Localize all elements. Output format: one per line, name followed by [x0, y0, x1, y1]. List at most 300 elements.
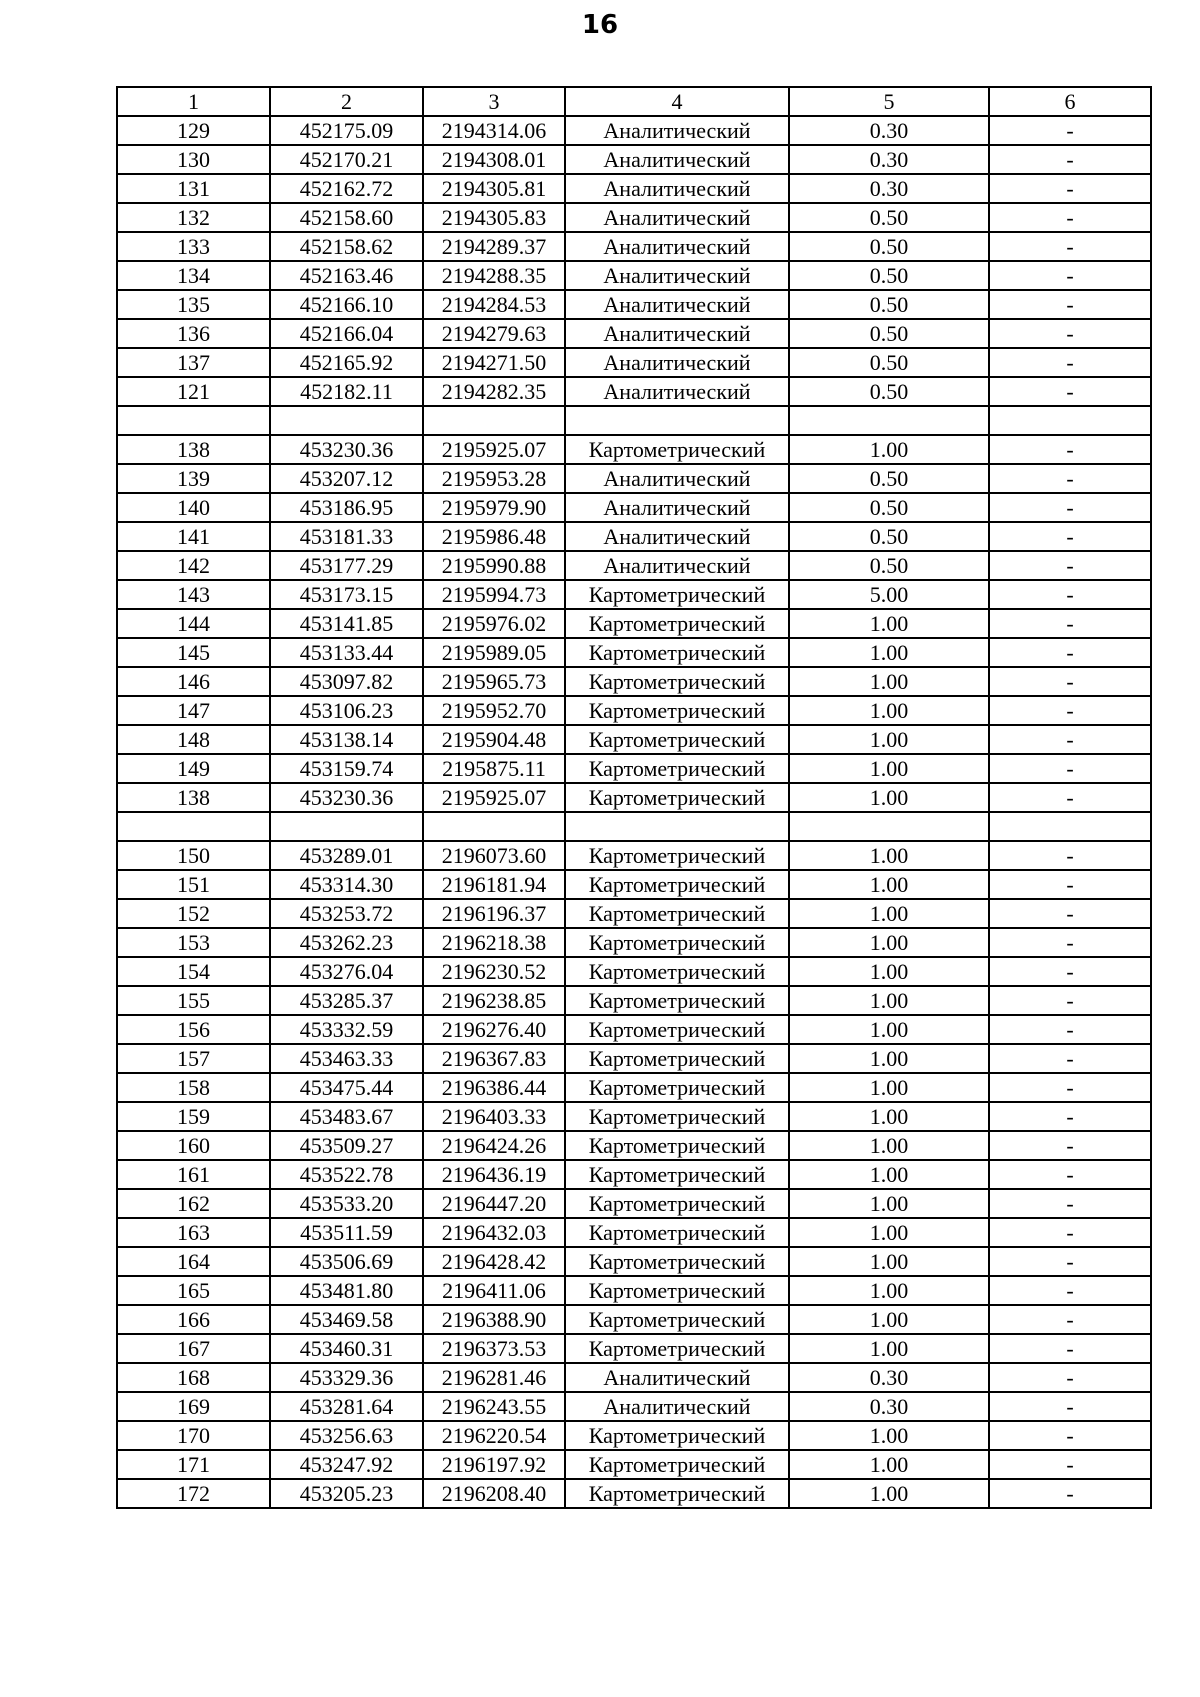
table-cell: -: [989, 464, 1151, 493]
table-cell: 2195925.07: [423, 435, 565, 464]
table-cell: 452165.92: [270, 348, 423, 377]
table-cell: 0.50: [789, 464, 989, 493]
table-cell: 170: [117, 1421, 270, 1450]
table-cell: 0.50: [789, 261, 989, 290]
table-cell: -: [989, 116, 1151, 145]
table-cell: 2196411.06: [423, 1276, 565, 1305]
table-row: [117, 1421, 1151, 1450]
table-cell: [989, 812, 1151, 841]
table-row: [117, 1334, 1151, 1363]
table-cell: 452182.11: [270, 377, 423, 406]
table-cell: -: [989, 841, 1151, 870]
table-cell: 136: [117, 319, 270, 348]
table-cell: 1.00: [789, 1131, 989, 1160]
table-row: [117, 1160, 1151, 1189]
table-cell: Картометрический: [565, 1131, 789, 1160]
table-cell: -: [989, 1363, 1151, 1392]
table-cell: 452158.62: [270, 232, 423, 261]
table-cell: 452166.10: [270, 290, 423, 319]
table-row: [117, 493, 1151, 522]
table-cell: 2195925.07: [423, 783, 565, 812]
table-cell: 2196424.26: [423, 1131, 565, 1160]
table-cell: 1.00: [789, 638, 989, 667]
table-cell: -: [989, 174, 1151, 203]
table-cell: 1.00: [789, 1189, 989, 1218]
table-cell: Картометрический: [565, 1160, 789, 1189]
table-cell: 1.00: [789, 986, 989, 1015]
table-cell: 453181.33: [270, 522, 423, 551]
table-cell: [789, 406, 989, 435]
table-row: [117, 1044, 1151, 1073]
table-cell: 453329.36: [270, 1363, 423, 1392]
table-cell: 453247.92: [270, 1450, 423, 1479]
table-cell: 1.00: [789, 1276, 989, 1305]
column-header: 3: [423, 87, 565, 116]
table-cell: -: [989, 522, 1151, 551]
table-cell: 152: [117, 899, 270, 928]
table-cell: 453506.69: [270, 1247, 423, 1276]
table-row: [117, 754, 1151, 783]
table-cell: 140: [117, 493, 270, 522]
table-cell: 166: [117, 1305, 270, 1334]
table-cell: -: [989, 1073, 1151, 1102]
table-row: [117, 870, 1151, 899]
table-cell: 0.30: [789, 1392, 989, 1421]
table-cell: Аналитический: [565, 348, 789, 377]
table-cell: 2194284.53: [423, 290, 565, 319]
table-cell: 2196196.37: [423, 899, 565, 928]
table-row: [117, 1363, 1151, 1392]
table-row: [117, 1015, 1151, 1044]
table-cell: 453207.12: [270, 464, 423, 493]
table-cell: 453469.58: [270, 1305, 423, 1334]
table-cell: 453332.59: [270, 1015, 423, 1044]
table-cell: [117, 812, 270, 841]
table-cell: -: [989, 667, 1151, 696]
table-row: [117, 435, 1151, 464]
table-cell: 156: [117, 1015, 270, 1044]
table-cell: Аналитический: [565, 551, 789, 580]
table-cell: 2196230.52: [423, 957, 565, 986]
table-cell: Картометрический: [565, 899, 789, 928]
table-cell: 163: [117, 1218, 270, 1247]
table-cell: 2195953.28: [423, 464, 565, 493]
table-cell: 1.00: [789, 957, 989, 986]
table-cell: 0.50: [789, 377, 989, 406]
table-cell: 1.00: [789, 1450, 989, 1479]
table-row: [117, 696, 1151, 725]
column-header: 2: [270, 87, 423, 116]
table-cell: 2196220.54: [423, 1421, 565, 1450]
table-cell: 159: [117, 1102, 270, 1131]
table-cell: -: [989, 203, 1151, 232]
table-cell: 2194305.83: [423, 203, 565, 232]
table-cell: 2194314.06: [423, 116, 565, 145]
table-cell: 0.50: [789, 348, 989, 377]
column-header: 1: [117, 87, 270, 116]
table-cell: 167: [117, 1334, 270, 1363]
table-row: [117, 116, 1151, 145]
table-cell: 453289.01: [270, 841, 423, 870]
table-cell: 1.00: [789, 754, 989, 783]
table-cell: Аналитический: [565, 522, 789, 551]
table-cell: 1.00: [789, 1102, 989, 1131]
table-cell: Аналитический: [565, 261, 789, 290]
table-cell: 453533.20: [270, 1189, 423, 1218]
table-cell: Картометрический: [565, 725, 789, 754]
table-cell: -: [989, 1334, 1151, 1363]
table-cell: 2196447.20: [423, 1189, 565, 1218]
table-row: [117, 725, 1151, 754]
table-cell: 1.00: [789, 870, 989, 899]
table-row: [117, 1073, 1151, 1102]
table-cell: 2196208.40: [423, 1479, 565, 1508]
table-cell: 5.00: [789, 580, 989, 609]
table-cell: 2195990.88: [423, 551, 565, 580]
table-row: [117, 1218, 1151, 1247]
table-cell: -: [989, 957, 1151, 986]
table-cell: 1.00: [789, 1247, 989, 1276]
table-body: [117, 116, 1151, 1508]
table-cell: Аналитический: [565, 116, 789, 145]
table-cell: 0.50: [789, 290, 989, 319]
table-row: [117, 174, 1151, 203]
table-cell: 1.00: [789, 1160, 989, 1189]
table-cell: [423, 406, 565, 435]
table-row: [117, 377, 1151, 406]
table-row: [117, 1392, 1151, 1421]
table-cell: 164: [117, 1247, 270, 1276]
table-row: [117, 522, 1151, 551]
table-cell: -: [989, 1102, 1151, 1131]
table-cell: Картометрический: [565, 435, 789, 464]
table-row: [117, 1189, 1151, 1218]
table-cell: 151: [117, 870, 270, 899]
table-cell: 130: [117, 145, 270, 174]
table-cell: -: [989, 1044, 1151, 1073]
table-cell: 2195904.48: [423, 725, 565, 754]
table-row: [117, 319, 1151, 348]
table-cell: 129: [117, 116, 270, 145]
table-cell: 452162.72: [270, 174, 423, 203]
table-cell: 1.00: [789, 667, 989, 696]
table-row: [117, 609, 1151, 638]
table-cell: 1.00: [789, 899, 989, 928]
table-cell: 135: [117, 290, 270, 319]
table-cell: 138: [117, 435, 270, 464]
table-cell: 157: [117, 1044, 270, 1073]
table-cell: 2196197.92: [423, 1450, 565, 1479]
table-cell: 132: [117, 203, 270, 232]
table-cell: 0.30: [789, 116, 989, 145]
table-cell: 453481.80: [270, 1276, 423, 1305]
table-cell: -: [989, 1218, 1151, 1247]
table-cell: 0.50: [789, 232, 989, 261]
table-cell: 453460.31: [270, 1334, 423, 1363]
table-cell: 0.30: [789, 145, 989, 174]
table-cell: 453483.67: [270, 1102, 423, 1131]
table-cell: Картометрический: [565, 957, 789, 986]
table-cell: Картометрический: [565, 986, 789, 1015]
table-cell: 2196243.55: [423, 1392, 565, 1421]
table-cell: -: [989, 319, 1151, 348]
table-header-row: [117, 87, 1151, 116]
table-cell: 452166.04: [270, 319, 423, 348]
table-row: [117, 899, 1151, 928]
table-cell: 121: [117, 377, 270, 406]
table-cell: Картометрический: [565, 1421, 789, 1450]
table-cell: 453138.14: [270, 725, 423, 754]
table-cell: 147: [117, 696, 270, 725]
table-cell: 2195989.05: [423, 638, 565, 667]
table-cell: 453177.29: [270, 551, 423, 580]
table-cell: Аналитический: [565, 232, 789, 261]
table-cell: -: [989, 290, 1151, 319]
table-cell: 453230.36: [270, 783, 423, 812]
table-cell: 1.00: [789, 1073, 989, 1102]
table-cell: 137: [117, 348, 270, 377]
table-cell: -: [989, 1247, 1151, 1276]
table-cell: 2196181.94: [423, 870, 565, 899]
table-cell: 2196218.38: [423, 928, 565, 957]
table-cell: -: [989, 986, 1151, 1015]
table-cell: 139: [117, 464, 270, 493]
table-cell: Аналитический: [565, 319, 789, 348]
table-cell: 2195986.48: [423, 522, 565, 551]
table-cell: Картометрический: [565, 1479, 789, 1508]
table-cell: -: [989, 493, 1151, 522]
table-cell: 142: [117, 551, 270, 580]
table-cell: 134: [117, 261, 270, 290]
table-cell: [117, 406, 270, 435]
table-cell: -: [989, 1276, 1151, 1305]
table-cell: Аналитический: [565, 174, 789, 203]
table-cell: -: [989, 1015, 1151, 1044]
table-cell: 2196238.85: [423, 986, 565, 1015]
table-cell: [565, 406, 789, 435]
table-cell: Картометрический: [565, 609, 789, 638]
table-cell: 169: [117, 1392, 270, 1421]
table-cell: -: [989, 754, 1151, 783]
table-cell: Картометрический: [565, 928, 789, 957]
table-row: [117, 290, 1151, 319]
table-cell: 2196367.83: [423, 1044, 565, 1073]
table-cell: 2194305.81: [423, 174, 565, 203]
table-cell: Аналитический: [565, 1363, 789, 1392]
table-cell: -: [989, 899, 1151, 928]
table-cell: -: [989, 725, 1151, 754]
table-row: [117, 145, 1151, 174]
table-cell: 161: [117, 1160, 270, 1189]
table-cell: Аналитический: [565, 493, 789, 522]
table-cell: 0.30: [789, 174, 989, 203]
table-cell: 453285.37: [270, 986, 423, 1015]
table-cell: -: [989, 1450, 1151, 1479]
table-cell: 2194289.37: [423, 232, 565, 261]
table-cell: 1.00: [789, 841, 989, 870]
table-cell: 146: [117, 667, 270, 696]
table-cell: 160: [117, 1131, 270, 1160]
table-cell: 453522.78: [270, 1160, 423, 1189]
table-row: [117, 406, 1151, 435]
table-row: [117, 1479, 1151, 1508]
table-cell: 453256.63: [270, 1421, 423, 1450]
table-cell: 2196432.03: [423, 1218, 565, 1247]
table-cell: 2196436.19: [423, 1160, 565, 1189]
table-cell: 2195965.73: [423, 667, 565, 696]
table-cell: 2195994.73: [423, 580, 565, 609]
table-cell: Картометрический: [565, 841, 789, 870]
table-cell: 453159.74: [270, 754, 423, 783]
table-cell: 453230.36: [270, 435, 423, 464]
table-cell: 155: [117, 986, 270, 1015]
table-cell: 2196073.60: [423, 841, 565, 870]
table-cell: [270, 406, 423, 435]
table-cell: Картометрический: [565, 1102, 789, 1131]
table-cell: [423, 812, 565, 841]
table-cell: 2196281.46: [423, 1363, 565, 1392]
table-cell: 2194308.01: [423, 145, 565, 174]
table-cell: 453262.23: [270, 928, 423, 957]
table-cell: 1.00: [789, 1305, 989, 1334]
table-cell: 452163.46: [270, 261, 423, 290]
table-cell: 150: [117, 841, 270, 870]
table-cell: [270, 812, 423, 841]
column-header: 6: [989, 87, 1151, 116]
table-row: [117, 1450, 1151, 1479]
table-cell: Картометрический: [565, 1218, 789, 1247]
table-cell: 1.00: [789, 696, 989, 725]
table-row: [117, 1305, 1151, 1334]
table-cell: 2196428.42: [423, 1247, 565, 1276]
table-cell: 0.50: [789, 319, 989, 348]
table-cell: Картометрический: [565, 1073, 789, 1102]
table-cell: 172: [117, 1479, 270, 1508]
table-row: [117, 551, 1151, 580]
table-cell: 453253.72: [270, 899, 423, 928]
table-cell: 143: [117, 580, 270, 609]
table-cell: 2196386.44: [423, 1073, 565, 1102]
table-cell: 149: [117, 754, 270, 783]
table-cell: Аналитический: [565, 290, 789, 319]
table-cell: 141: [117, 522, 270, 551]
table-row: [117, 783, 1151, 812]
table-cell: -: [989, 928, 1151, 957]
table-cell: 148: [117, 725, 270, 754]
table-cell: 453314.30: [270, 870, 423, 899]
table-cell: 1.00: [789, 1218, 989, 1247]
table-cell: -: [989, 377, 1151, 406]
table-cell: 0.30: [789, 1363, 989, 1392]
table-cell: -: [989, 1421, 1151, 1450]
table-cell: -: [989, 145, 1151, 174]
table-row: [117, 928, 1151, 957]
table-cell: 1.00: [789, 783, 989, 812]
table-cell: Аналитический: [565, 377, 789, 406]
table-row: [117, 667, 1151, 696]
column-header: 5: [789, 87, 989, 116]
table-cell: Аналитический: [565, 203, 789, 232]
table-cell: 0.50: [789, 551, 989, 580]
coordinates-table: [116, 86, 1152, 1509]
table-cell: 453475.44: [270, 1073, 423, 1102]
table-cell: 453133.44: [270, 638, 423, 667]
table-row: [117, 203, 1151, 232]
column-header: 4: [565, 87, 789, 116]
table-cell: 1.00: [789, 928, 989, 957]
table-cell: [565, 812, 789, 841]
table-cell: Картометрический: [565, 754, 789, 783]
table-row: [117, 638, 1151, 667]
table-cell: 1.00: [789, 1479, 989, 1508]
table-row: [117, 580, 1151, 609]
table-cell: 453463.33: [270, 1044, 423, 1073]
table-cell: -: [989, 609, 1151, 638]
table-cell: -: [989, 1189, 1151, 1218]
table-cell: 158: [117, 1073, 270, 1102]
table-cell: 133: [117, 232, 270, 261]
table-row: [117, 261, 1151, 290]
table-cell: Картометрический: [565, 667, 789, 696]
table-cell: 453281.64: [270, 1392, 423, 1421]
table-cell: 2195952.70: [423, 696, 565, 725]
table-cell: Картометрический: [565, 1334, 789, 1363]
table-cell: 452175.09: [270, 116, 423, 145]
table-cell: Картометрический: [565, 1189, 789, 1218]
table-cell: 2196373.53: [423, 1334, 565, 1363]
table-cell: 453205.23: [270, 1479, 423, 1508]
table-cell: -: [989, 1131, 1151, 1160]
table-row: [117, 986, 1151, 1015]
table-cell: 138: [117, 783, 270, 812]
table-cell: Картометрический: [565, 783, 789, 812]
table-cell: Аналитический: [565, 145, 789, 174]
table-cell: 2194282.35: [423, 377, 565, 406]
table-row: [117, 1247, 1151, 1276]
table-cell: -: [989, 870, 1151, 899]
table-cell: [789, 812, 989, 841]
table-cell: 2196276.40: [423, 1015, 565, 1044]
table-cell: -: [989, 1392, 1151, 1421]
table-cell: 168: [117, 1363, 270, 1392]
table-cell: 453186.95: [270, 493, 423, 522]
table-row: [117, 1131, 1151, 1160]
table-cell: -: [989, 1305, 1151, 1334]
table-cell: 2196388.90: [423, 1305, 565, 1334]
table-cell: 144: [117, 609, 270, 638]
table-row: [117, 232, 1151, 261]
table-row: [117, 812, 1151, 841]
table-cell: 0.50: [789, 493, 989, 522]
table-row: [117, 1276, 1151, 1305]
table-cell: 453173.15: [270, 580, 423, 609]
table-cell: 162: [117, 1189, 270, 1218]
table-cell: [989, 406, 1151, 435]
table-cell: -: [989, 232, 1151, 261]
table-cell: -: [989, 1160, 1151, 1189]
table-cell: 453511.59: [270, 1218, 423, 1247]
table-cell: Картометрический: [565, 1015, 789, 1044]
table-cell: 1.00: [789, 435, 989, 464]
table-cell: -: [989, 261, 1151, 290]
table-cell: Картометрический: [565, 1450, 789, 1479]
table-cell: Картометрический: [565, 638, 789, 667]
table-row: [117, 957, 1151, 986]
table-cell: -: [989, 348, 1151, 377]
table-cell: 131: [117, 174, 270, 203]
table-cell: -: [989, 1479, 1151, 1508]
table-cell: 153: [117, 928, 270, 957]
